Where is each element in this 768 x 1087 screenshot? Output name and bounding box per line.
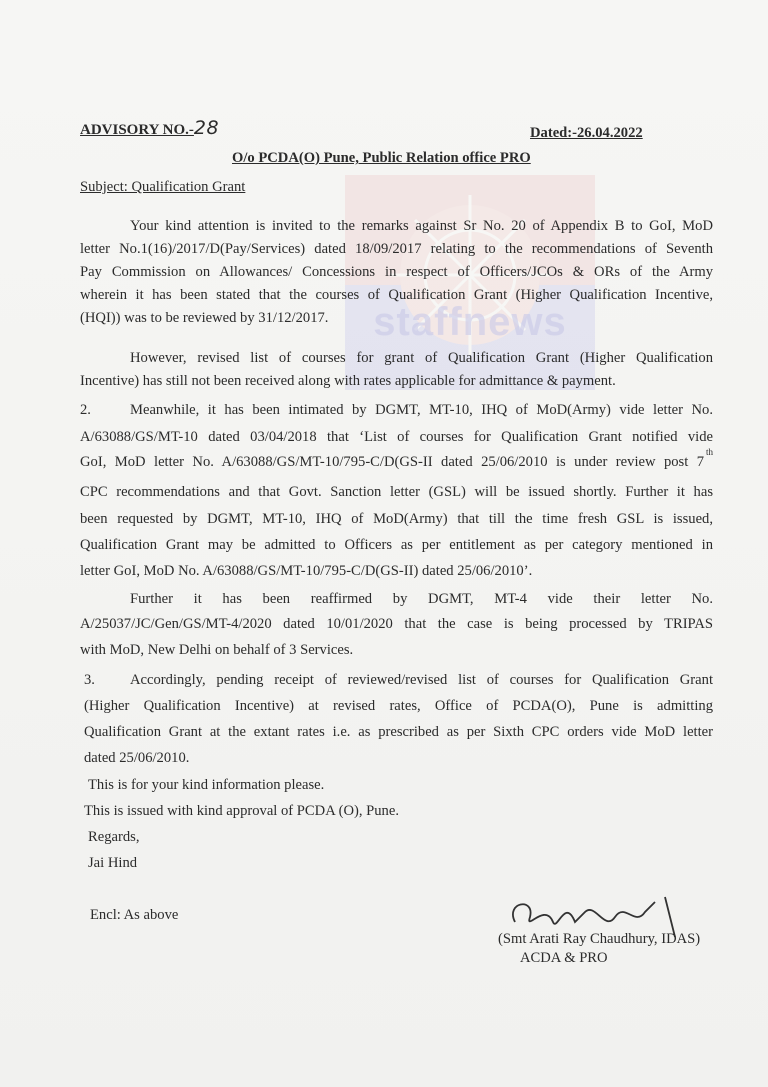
para3-line: Qualification Grant may be admitted to Officers as per entitlement as per category mentioned in: [80, 537, 713, 553]
watermark-text: staffnews: [373, 300, 567, 344]
para3-line: Meanwhile, it has been intimated by DGMT, MT-10, IHQ of MoD(Army) vide letter No.: [130, 402, 713, 418]
para3-line: been requested by DGMT, MT-10, IHQ of MoD(Army) that till the time fresh GSL is issued,: [80, 511, 713, 527]
para3-line: GoI, MoD letter No. A/63088/GS/MT-10/795-C/D(GS-II dated 25/06/2010 is under review post 7: [80, 454, 704, 470]
para3-line: letter GoI, MoD No. A/63088/GS/MT-10/795-C/D(GS-II) dated 25/06/2010’.: [80, 563, 533, 579]
advisory-number: [80, 117, 219, 139]
document-page: staffnews ADVISORY NO.-28 Dated:-26.04.2022 O/o PCDA(O) Pune, Public Relation office PRO Subject: Qualification Grant Your kind attention is invited to the remarks against Sr No. 20 of Appendix B to GoI, MoD letter No.1(16)/2017/D(Pay/Services) dated 18/09/2017 relating to the recommendations of Seventh Pay Commission on Allowances/ Concessions in respect of Officers/JCOs & ORs of the Army wherein it has been stated that the courses of Qualification Grant (Higher Qualification Incentive, (HQI)) was to be reviewed by 31/12/2017. However, revised list of courses for grant of Qualification Grant (Higher Qualification Incentive) has still not been received along with rates applicable for admittance & payment. 2. Meanwhile, it has been intimated by DGMT, MT-10, IHQ of MoD(Army) vide letter No. A/63088/GS/MT-10 dated 03/04/2018 that ‘List of courses for Qualification Grant notified vide GoI, MoD letter No. A/63088/GS/MT-10/795-C/D(GS-II dated 25/06/2010 is under review post 7 th CPC recommendations and that Govt. Sanction letter (GSL) will be issued shortly. Further it has been requested by DGMT, MT-10, IHQ of MoD(Army) that till the time fresh GSL is issued, Qualification Grant may be admitted to Officers as per entitlement as per category mentioned in letter GoI, MoD No. A/63088/GS/MT-10/795-C/D(GS-II) dated 25/06/2010’. Further it has been reaffirmed by DGMT, MT-4 vide their letter No. A/25037/JC/Gen/GS/MT-4/2020 dated 10/01/2020 that the case is being processed by TRIPAS with MoD, New Delhi on behalf of 3 Services. 3. Accordingly, pending receipt of reviewed/revised list of courses for Qualification Grant (Higher Qualification Incentive) at revised rates, Office of PCDA(O), Pune is admitting Qualification Grant at the extant rates i.e. as prescribed as per Sixth CPC orders vide MoD letter dated 25/06/2010. This is for your kind information please. This is issued with kind approval of PCDA (O), Pune. Regards, Jai Hind Encl: As above (Smt Arati Ray Chaudhury, IDAS) ACDA & PRO: [0, 0, 768, 1087]
para5-line: (Higher Qualification Incentive) at revised rates, Office of PCDA(O), Pune is admitting: [84, 698, 713, 714]
para1-line: Pay Commission on Allowances/ Concessions in respect of Officers/JCOs & ORs of the Army: [80, 264, 713, 280]
approval-line: This is issued with kind approval of PCDA (O), Pune.: [84, 803, 399, 819]
para4-line: Further it has been reaffirmed by DGMT, MT-4 vide their letter No.: [130, 591, 713, 607]
para5-line: dated 25/06/2010.: [84, 750, 190, 766]
para2-line: Incentive) has still not been received along with rates applicable for admittance & payment.: [80, 373, 616, 389]
dated: Dated:-26.04.2022: [530, 125, 643, 141]
enclosure-line: Encl: As above: [90, 907, 179, 923]
signatory-name: (Smt Arati Ray Chaudhury, IDAS): [498, 931, 701, 947]
para5-number: 3.: [84, 672, 95, 688]
advisory-label: ADVISORY NO.-: [80, 122, 194, 138]
info-line: This is for your kind information please.: [88, 777, 325, 793]
advisory-handwritten-number: 28: [193, 117, 220, 139]
para2-line: However, revised list of courses for grant of Qualification Grant (Higher Qualification: [130, 350, 713, 366]
jaihind-line: Jai Hind: [88, 855, 138, 871]
signatory-designation: ACDA & PRO: [520, 950, 608, 966]
subject-line: Subject: Qualification Grant: [80, 179, 246, 195]
para1-line: (HQI)) was to be reviewed by 31/12/2017.: [80, 310, 329, 326]
para4-line: with MoD, New Delhi on behalf of 3 Services.: [80, 642, 354, 658]
regards-line: Regards,: [88, 829, 140, 845]
para3-number: 2.: [80, 402, 91, 418]
para4-line: A/25037/JC/Gen/GS/MT-4/2020 dated 10/01/2020 that the case is being processed by TRIPAS: [80, 616, 713, 632]
office-heading: O/o PCDA(O) Pune, Public Relation office PRO: [232, 150, 531, 166]
para3-line: A/63088/GS/MT-10 dated 03/04/2018 that ‘List of courses for Qualification Grant notified vide: [80, 429, 713, 445]
para5-line: Accordingly, pending receipt of reviewed/revised list of courses for Qualification Grant: [130, 672, 713, 688]
para1-line: wherein it has been stated that the courses of Qualification Grant (Higher Qualification Incentive,: [80, 287, 713, 303]
para5-line: Qualification Grant at the extant rates i.e. as prescribed as per Sixth CPC orders vide MoD letter: [84, 724, 713, 740]
para3-line: CPC recommendations and that Govt. Sanction letter (GSL) will be issued shortly. Further it has: [80, 484, 713, 500]
para1-line: letter No.1(16)/2017/D(Pay/Services) dated 18/09/2017 relating to the recommendations of Seventh: [80, 241, 713, 257]
para1-line: Your kind attention is invited to the remarks against Sr No. 20 of Appendix B to GoI, MoD: [130, 218, 713, 234]
